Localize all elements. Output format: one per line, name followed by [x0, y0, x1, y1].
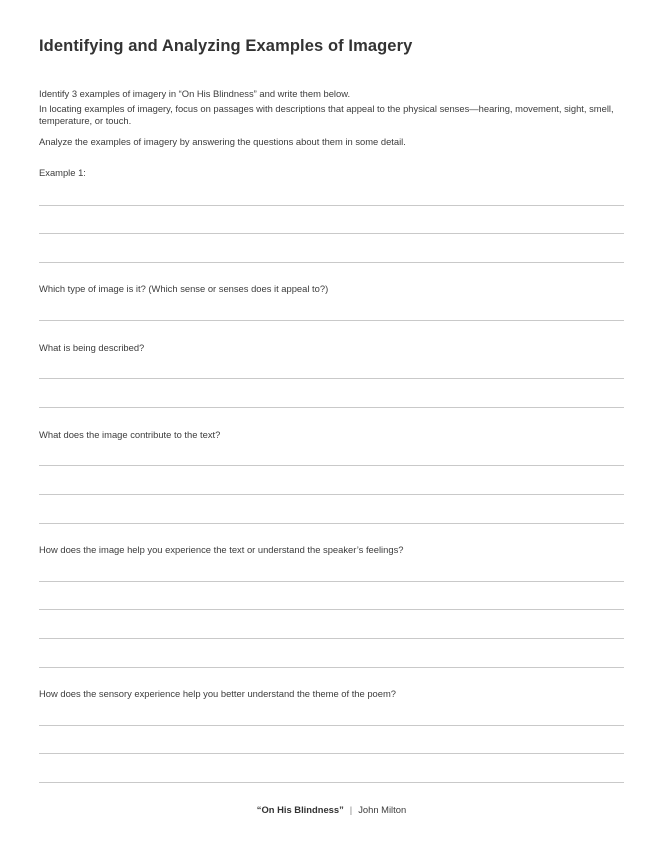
- answer-line[interactable]: [39, 523, 624, 524]
- question-sense-type: Which type of image is it? (Which sense or senses does it appeal to?): [39, 283, 329, 294]
- instruction-2: In locating examples of imagery, focus on passages with descriptions that appeal to the physical senses—hearing, movement, sight, smell, temperature, or touch.: [39, 103, 614, 126]
- question-what-described: What is being described?: [39, 342, 145, 353]
- answer-line[interactable]: [39, 581, 624, 582]
- answer-line[interactable]: [39, 407, 624, 408]
- answer-line[interactable]: [39, 320, 624, 321]
- footer-author: John Milton: [358, 804, 407, 815]
- answer-line[interactable]: [39, 205, 624, 206]
- instruction-1: Identify 3 examples of imagery in “On His Blindness” and write them below.: [39, 88, 351, 99]
- instruction-3: Analyze the examples of imagery by answering the questions about them in some detail.: [39, 136, 406, 147]
- answer-line[interactable]: [39, 494, 624, 495]
- answer-line[interactable]: [39, 667, 624, 668]
- answer-line[interactable]: [39, 609, 624, 610]
- answer-line[interactable]: [39, 753, 624, 754]
- answer-line[interactable]: [39, 378, 624, 379]
- page-footer: [0, 804, 663, 815]
- answer-line[interactable]: [39, 638, 624, 639]
- question-experience: How does the image help you experience the text or understand the speaker’s feelings?: [39, 544, 404, 555]
- question-contribution: What does the image contribute to the text?: [39, 429, 221, 440]
- answer-line[interactable]: [39, 465, 624, 466]
- footer-separator: |: [349, 804, 353, 815]
- page-title: Identifying and Analyzing Examples of Imagery: [39, 37, 413, 55]
- answer-line[interactable]: [39, 262, 624, 263]
- question-theme: How does the sensory experience help you better understand the theme of the poem?: [39, 688, 396, 699]
- footer-work-title: “On His Blindness”: [256, 804, 344, 815]
- example-1-label: Example 1:: [39, 167, 86, 178]
- answer-line[interactable]: [39, 233, 624, 234]
- answer-line[interactable]: [39, 725, 624, 726]
- answer-line[interactable]: [39, 782, 624, 783]
